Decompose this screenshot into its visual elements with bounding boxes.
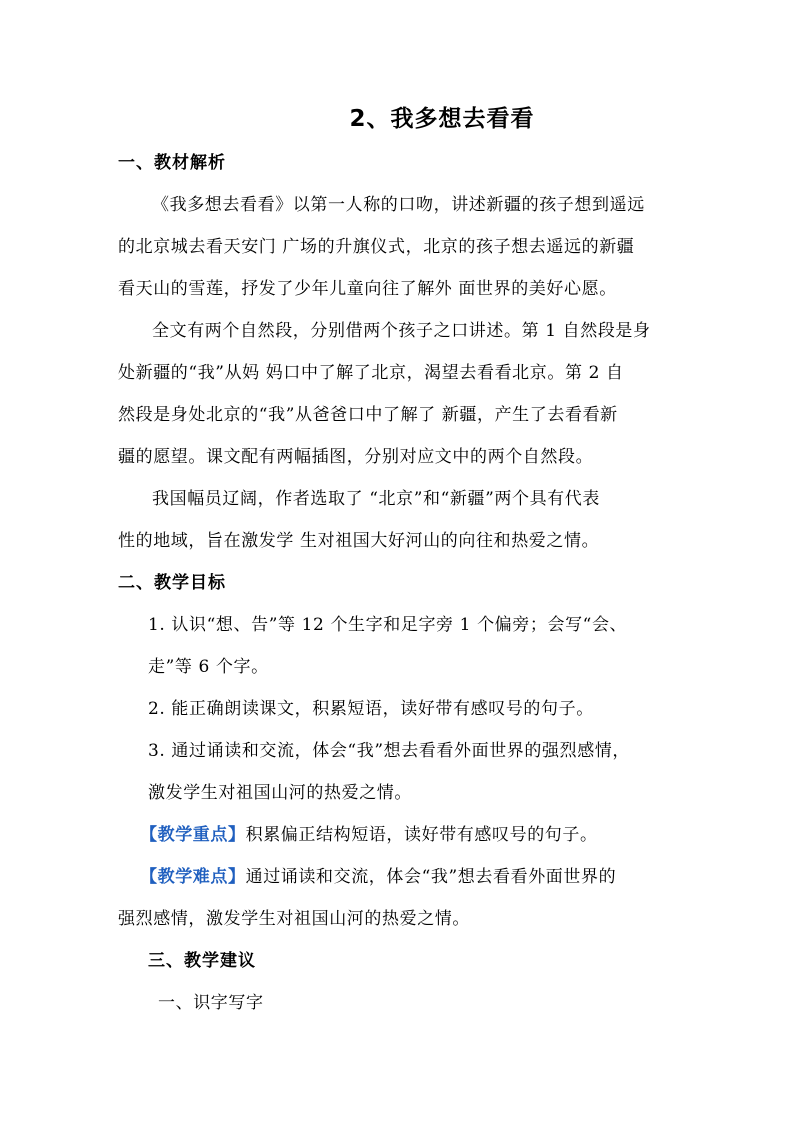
paragraph-line: 的北京城去看天安门 广场的升旗仪式，北京的孩子想去遥远的新疆 <box>118 237 635 257</box>
difficulty-label: 【教学难点】 <box>140 867 246 887</box>
paragraph-line: 《我多想去看看》以第一人称的口吻，讲述新疆的孩子想到遥远 <box>152 195 645 215</box>
paragraph-line: 看天山的雪莲，抒发了少年儿童向往了解外 面世界的美好心愿。 <box>118 279 617 299</box>
paragraph-line: 处新疆的“我”从妈 妈口中了解了北京，渴望去看看北京。第 2 自 <box>118 363 624 383</box>
goal-line: 走”等 6 个字。 <box>148 657 269 677</box>
goal-line: 1. 认识“想、告”等 12 个生字和足字旁 1 个偏旁；会写“会、 <box>148 615 628 635</box>
goal-line: 激发学生对祖国山河的热爱之情。 <box>148 783 412 803</box>
difficulty-line-2: 强烈感情，激发学生对祖国山河的热爱之情。 <box>118 909 470 929</box>
key-point-label: 【教学重点】 <box>140 825 246 845</box>
paragraph-line: 然段是身处北京的“我”从爸爸口中了解了 新疆，产生了去看看新 <box>118 405 618 425</box>
goal-line: 2. 能正确朗读课文，积累短语，读好带有感叹号的句子。 <box>148 699 594 719</box>
section-heading-goals: 二、教学目标 <box>118 573 226 593</box>
section-heading-analysis: 一、教材解析 <box>118 153 226 173</box>
sub-heading: 一、识字写字 <box>158 993 264 1013</box>
difficulty-text: 通过诵读和交流，体会“我”想去看看外面世界的 <box>245 867 617 887</box>
goal-line: 3. 通过诵读和交流，体会“我”想去看看外面世界的强烈感情， <box>148 741 631 761</box>
page-title: 2、我多想去看看 <box>349 106 535 132</box>
paragraph-line: 疆的愿望。课文配有两幅插图，分别对应文中的两个自然段。 <box>118 447 594 467</box>
key-point-text: 积累偏正结构短语，读好带有感叹号的句子。 <box>245 825 598 845</box>
paragraph-line: 全文有两个自然段，分别借两个孩子之口讲述。第 1 自然段是身 <box>152 321 651 341</box>
paragraph-line: 我国幅员辽阔，作者选取了 “北京”和“新疆”两个具有代表 <box>152 489 600 509</box>
difficulty-line <box>140 862 616 887</box>
section-heading-suggestions: 三、教学建议 <box>148 951 256 971</box>
paragraph-line: 性的地域，旨在激发学 生对祖国大好河山的向往和热爱之情。 <box>118 531 600 551</box>
key-point-line <box>140 820 598 845</box>
